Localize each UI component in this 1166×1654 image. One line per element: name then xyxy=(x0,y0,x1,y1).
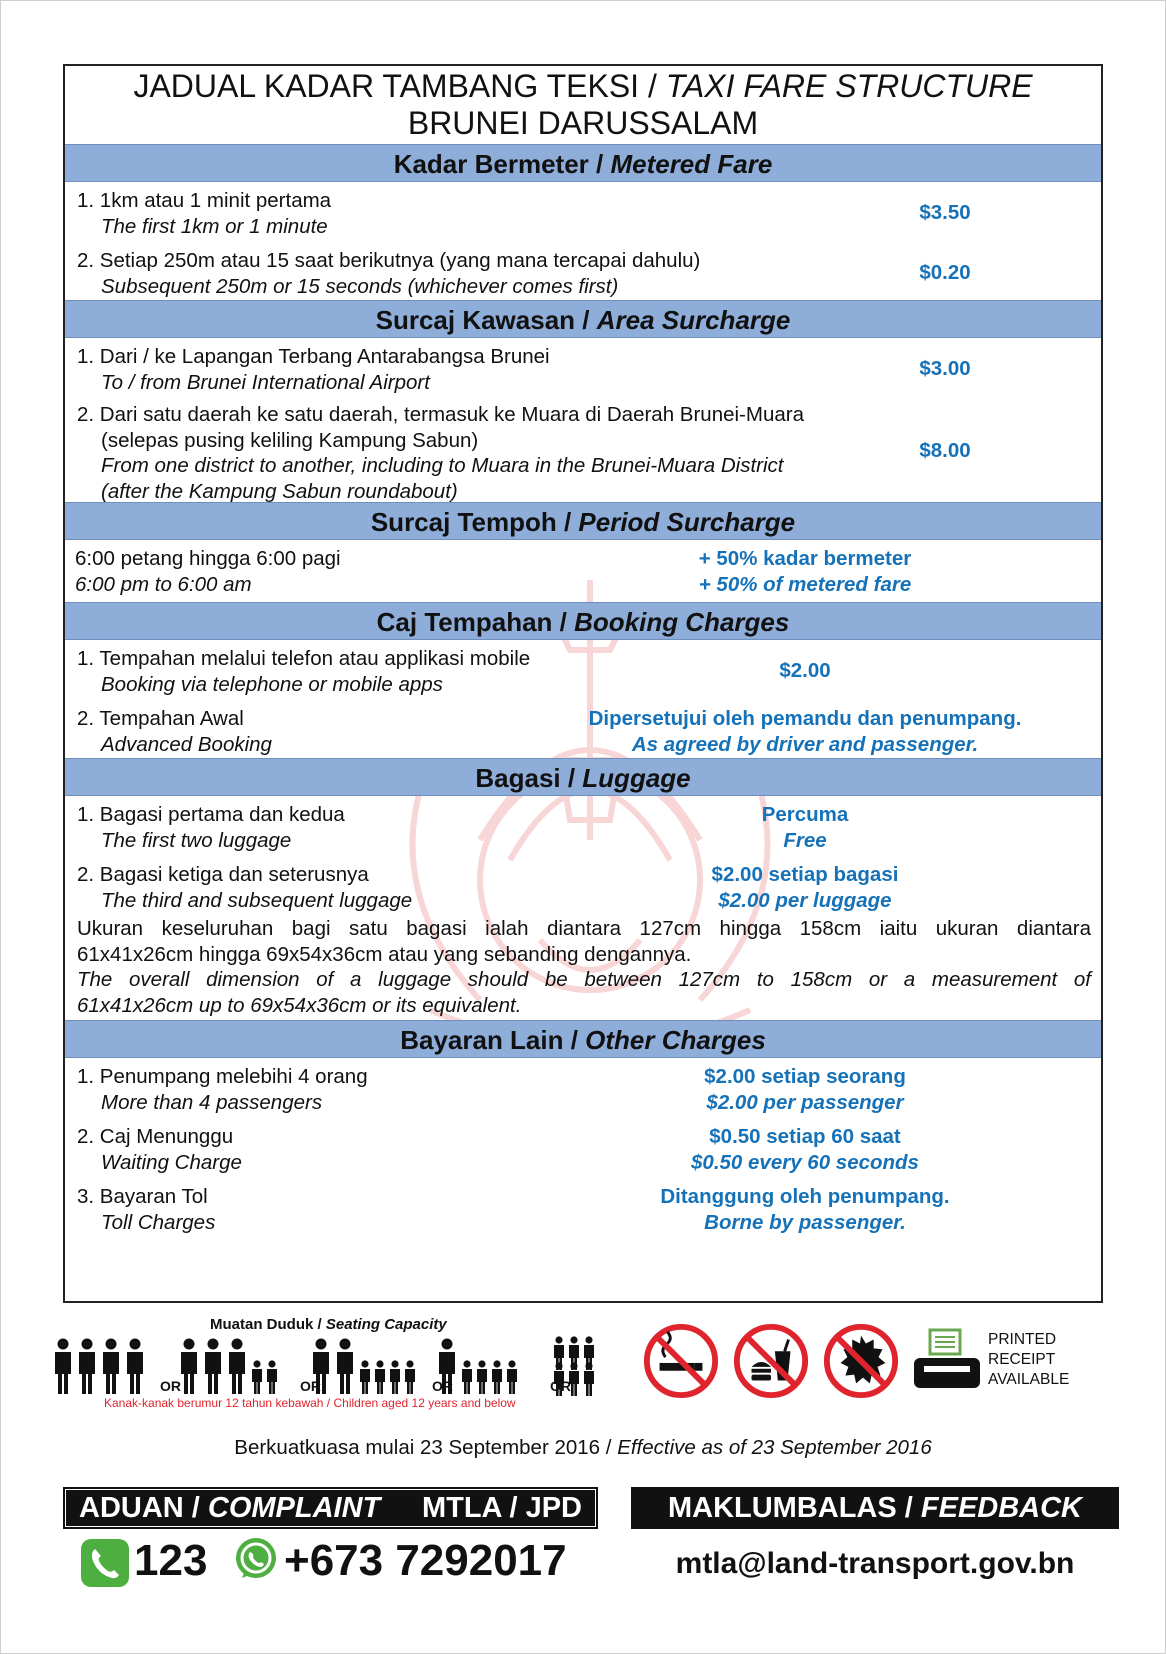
area-surcharge-section xyxy=(65,338,1101,502)
seating-capacity-title: Muatan Duduk / Seating Capacity xyxy=(210,1316,447,1333)
area-item-1: 1. Dari / ke Lapangan Terbang Antarabangsa Brunei To / from Brunei International Airport xyxy=(77,345,550,394)
effective-date: Berkuatkuasa mulai 23 September 2016 / Effective as of 23 September 2016 xyxy=(234,1436,932,1459)
metered-fare-section xyxy=(65,182,1101,300)
no-smoking-icon xyxy=(642,1322,720,1400)
fare-table xyxy=(63,64,1103,1303)
other-item-1: 1. Penumpang melebihi 4 orang More than 4 passengers xyxy=(77,1065,368,1114)
feedback-bar xyxy=(631,1487,1119,1529)
other-item-2: 2. Caj Menunggu Waiting Charge xyxy=(77,1125,242,1174)
title-country: BRUNEI DARUSSALAM xyxy=(407,105,759,141)
printed-receipt-label: PRINTED RECEIPT AVAILABLE xyxy=(988,1331,1070,1388)
period-surcharge-heading: Surcaj Tempoh / Period Surcharge xyxy=(65,502,1101,540)
other-item-3-value: Ditanggung oleh penumpang. Borne by passenger. xyxy=(660,1185,950,1234)
luggage-section xyxy=(65,796,1101,1020)
phone-icon[interactable] xyxy=(80,1538,130,1588)
metered-item-1: 1. 1km atau 1 minit pertama The first 1km or 1 minute xyxy=(77,189,332,238)
luggage-item-1-value: Percuma Free xyxy=(761,803,849,852)
other-item-1-value: $2.00 setiap seorang $2.00 per passenger xyxy=(704,1065,906,1114)
period-value: + 50% kadar bermeter + 50% of metered fare xyxy=(698,547,912,596)
title-malay: JADUAL KADAR TAMBANG TEKSI / xyxy=(133,68,666,104)
luggage-dimension-note: Ukuran keseluruhan bagi satu bagasi ialah diantara 127cm hingga 158cm iaitu ukuran diantara 61x41x26cm hingga 69x54x36cm atau yang sebanding dengannya. The overall dimension of a luggage should be between 127cm to 158cm or a measurement of 61x41x26cm up to 69x54x36cm or its equivalent. xyxy=(77,917,1091,1017)
feedback-label: MAKLUMBALAS / FEEDBACK xyxy=(667,1492,1083,1524)
children-note: Kanak-kanak berumur 12 tahun kebawah / Children aged 12 years and below xyxy=(104,1396,516,1410)
metered-fare-heading: Kadar Bermeter / Metered Fare xyxy=(65,144,1101,182)
period-surcharge-section xyxy=(65,540,1101,602)
or-label-1: OR xyxy=(160,1378,181,1394)
luggage-item-2: 2. Bagasi ketiga dan seterusnya The third and subsequent luggage xyxy=(77,863,413,912)
area-surcharge-heading: Surcaj Kawasan / Area Surcharge xyxy=(65,300,1101,338)
phone-number[interactable]: 123 xyxy=(134,1536,208,1585)
area-item-2: 2. Dari satu daerah ke satu daerah, termasuk ke Muara di Daerah Brunei-Muara (selepas pusing keliling Kampung Sabun) From one district to another, including to Muara in the Brunei-Muara District (after the Kampung Sabun roundabout) xyxy=(77,403,804,503)
or-label-4: OR xyxy=(550,1378,571,1394)
or-label-3: OR xyxy=(432,1378,453,1394)
other-item-3: 3. Bayaran Tol Toll Charges xyxy=(77,1185,216,1234)
printer-icon xyxy=(912,1328,982,1392)
booking-item-2: 2. Tempahan Awal Advanced Booking xyxy=(77,707,272,756)
booking-charges-heading: Caj Tempahan / Booking Charges xyxy=(65,602,1101,640)
booking-item-2-value: Dipersetujui oleh pemandu dan penumpang. As agreed by driver and passenger. xyxy=(588,707,1022,756)
metered-item-2: 2. Setiap 250m atau 15 saat berikutnya (yang mana tercapai dahulu) Subsequent 250m or 15 seconds (whichever comes first) xyxy=(77,249,701,298)
booking-charges-section xyxy=(65,640,1101,758)
luggage-item-2-value: $2.00 setiap bagasi $2.00 per luggage xyxy=(711,863,899,912)
or-label-2: OR xyxy=(300,1378,321,1394)
title-english: TAXI FARE STRUCTURE xyxy=(665,68,1033,104)
metered-item-2-value: $0.20 xyxy=(919,261,971,284)
area-item-1-value: $3.00 xyxy=(919,357,971,380)
no-durian-icon xyxy=(822,1322,900,1400)
seating-capacity-icons xyxy=(52,1336,632,1396)
luggage-item-1: 1. Bagasi pertama dan kedua The first two luggage xyxy=(77,803,345,852)
booking-item-1: 1. Tempahan melalui telefon atau applikasi mobile Booking via telephone or mobile apps xyxy=(77,647,531,696)
other-item-2-value: $0.50 setiap 60 saat $0.50 every 60 seconds xyxy=(691,1125,919,1174)
booking-item-1-value: $2.00 xyxy=(779,659,831,682)
period-time: 6:00 petang hingga 6:00 pagi 6:00 pm to 6:00 am xyxy=(75,547,341,596)
other-charges-section xyxy=(65,1058,1101,1248)
metered-item-1-value: $3.50 xyxy=(919,201,971,224)
complaint-label: ADUAN / COMPLAINT xyxy=(79,1492,381,1524)
complaint-bar xyxy=(63,1487,598,1529)
other-charges-heading: Bayaran Lain / Other Charges xyxy=(65,1020,1101,1058)
luggage-heading: Bagasi / Luggage xyxy=(65,758,1101,796)
area-item-2-value: $8.00 xyxy=(919,439,971,462)
feedback-email[interactable]: mtla@land-transport.gov.bn xyxy=(675,1547,1075,1580)
page-title xyxy=(65,66,1101,144)
agency-label: MTLA / JPD xyxy=(421,1492,582,1524)
no-food-drink-icon xyxy=(732,1322,810,1400)
whatsapp-number[interactable]: +673 7292017 xyxy=(284,1536,567,1585)
whatsapp-icon[interactable] xyxy=(232,1535,280,1583)
